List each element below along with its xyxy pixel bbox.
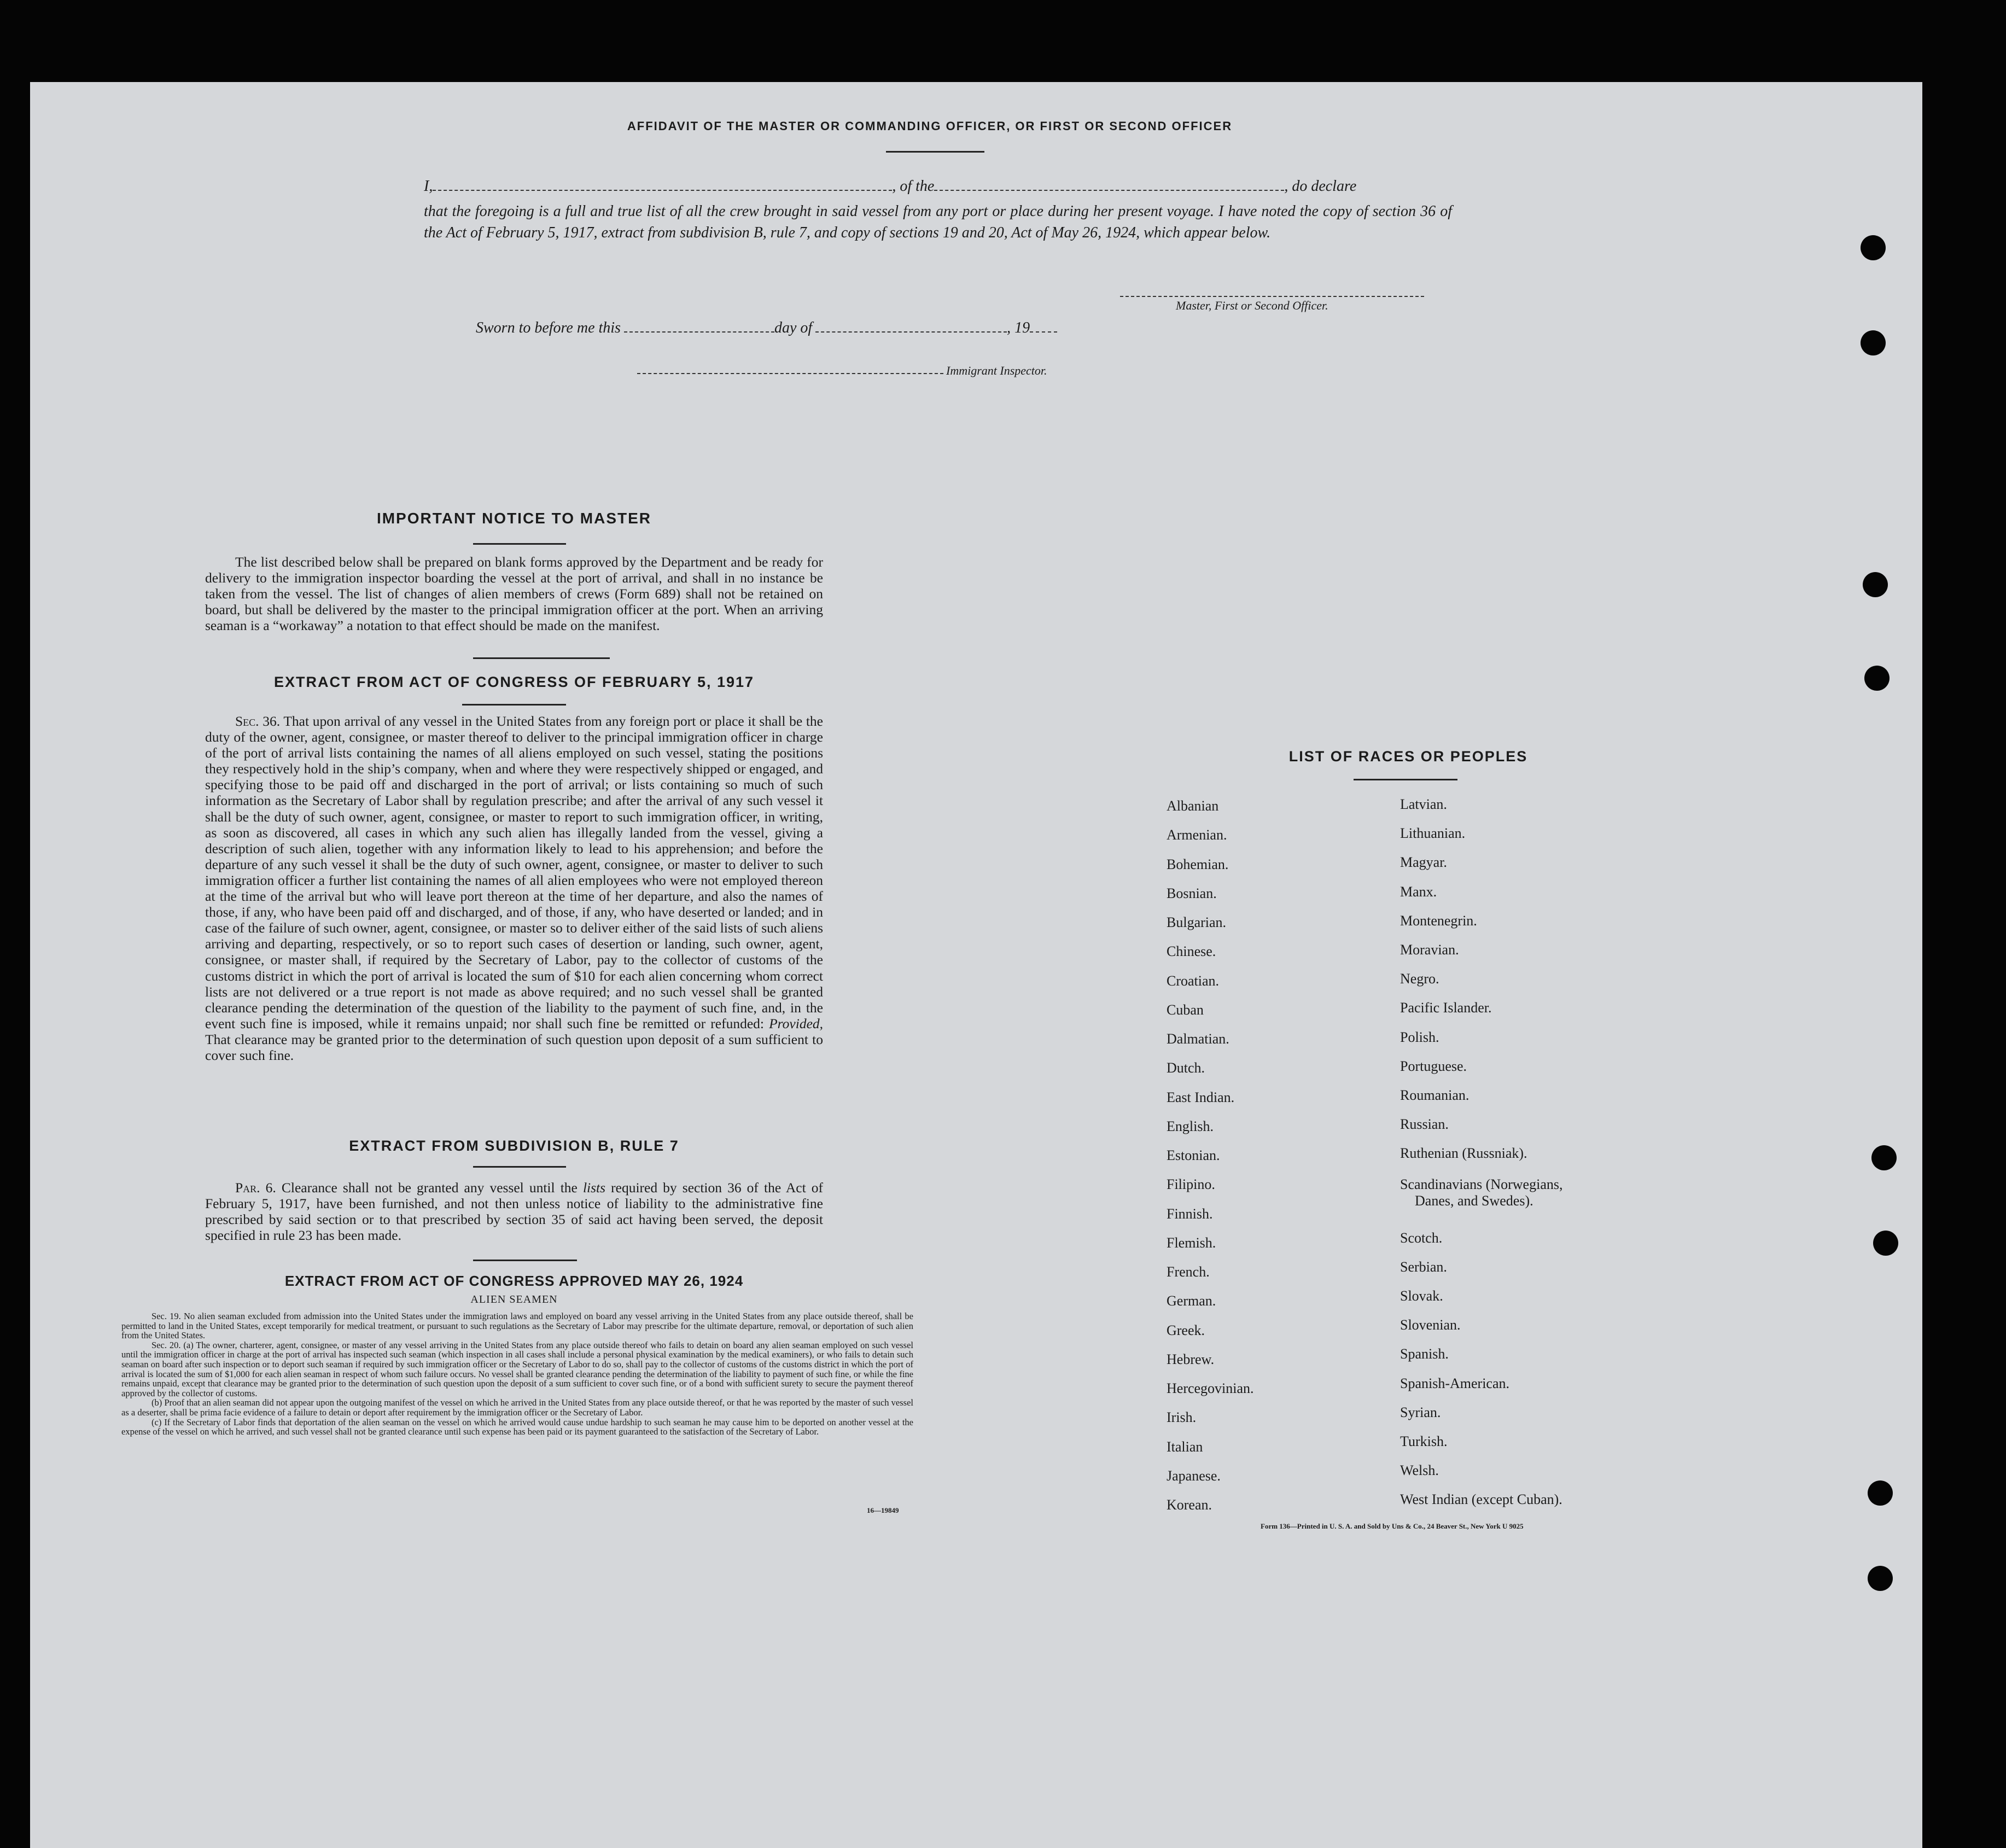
race-item: Roumanian. [1400,1087,1469,1103]
race-item: Bohemian. [1167,856,1229,872]
race-item: East Indian. [1167,1089,1235,1105]
divider [473,1166,566,1168]
sec-20b-paragraph: (b) Proof that an alien seaman did not appear upon the outgoing manifest of the vessel on which he arrived in the United States from any place outside thereof, or that he was reported by the master of such vessel as a deserter, shall be prima facie evidence of a failure to detain or deport after requirement by the immigration officer or the Secretary of Labor. [121,1397,913,1418]
race-item: Cuban [1167,1001,1204,1018]
sec-36-label: Sec. 36. [235,713,281,729]
race-item: Flemish. [1167,1234,1216,1251]
binder-hole [1863,572,1888,597]
sec-36-text: That upon arrival of any vessel in the United States from any foreign port or place it shall be the duty of the owner, agent, consignee, or master thereof to deliver to the principal immigration officer in charge of the port of arrival lists containing the names of all aliens employed on such vessel, stating the positions they respectively hold in the ship’s company, when and where they were respectively shipped or engaged, and specifying those to be paid off and discharged in the port of arrival; or lists containing so much of such information as the Secretary of Labor shall by regulation prescribe; and after the arrival of any such vessel it shall be the duty of such owner, agent, consignee, or master to report to such immigration officer, in writing, as soon as discovered, all cases in which any such alien has illegally landed from the vessel, giving a description of such alien, together with any information likely to lead to his apprehension; and before the departure of any such vessel it shall be the duty of such owner, agent, consignee, or master to deliver to such immigration officer a further list containing the names of all alien employees who were not employed thereon at the time of the arrival but who will leave port thereon at the time of her departure, and also the names of those, if any, who have been paid off and discharged, and of those, if any, who have deserted or landed; and in case of the failure of such owner, agent, consignee, or master so to deliver either of the said lists of such aliens arriving and departing, respectively, or so to report such cases of desertion or landing, such owner, agent, consignee, or master shall, if required by the Secretary of Labor, pay to the collector of customs of the customs district in which the port of arrival is located the sum of $10 for each alien concerning whom correct lists are not delivered or a true report is not made as above required; and no such vessel shall be granted clearance pending the determination of the question of the liability to the payment of such fine, and, in the event such fine is imposed, while it remains unpaid; nor shall such fine be remitted or refunded: [205,713,823,1031]
race-item: Danes, and Swedes). [1415,1193,1533,1209]
race-item: Portuguese. [1400,1058,1467,1074]
race-item: Filipino. [1167,1176,1215,1193]
binder-hole [1864,666,1890,691]
par-6-label: Par. 6. [235,1180,276,1196]
sec-20c-paragraph: (c) If the Secretary of Labor finds that deportation of the alien seaman on the vessel on which he arrived would cause undue hardship to such seaman he may cause him to be deported on another vessel at the expense of the vessel on which he arrived, and such vessel shall not be granted clearance until such expense has been paid or its payment guaranteed to the satisfaction of the Secretary of Labor. [121,1416,913,1437]
race-item: Chinese. [1167,943,1216,960]
races-title: LIST OF RACES OR PEOPLES [1288,748,1528,765]
sec-20a-paragraph: Sec. 20. (a) The owner, charterer, agent, consignee, or master of any vessel arriving in the United States from any place outside thereof who fails to detain on board any alien seaman employed on such vessel until the immigration officer in charge at the port of arrival has inspected such seaman (which inspection in all cases shall include a personal physical examination by the medical examiners), or who fails to detain such seaman on board after such inspection or to deport such seaman if required by such immigration officer or the Secretary of Labor to do so, shall pay to the collector of customs of the customs district in which the port of arrival is located the sum of $1,000 for each alien seaman in respect of whom such failure occurs. No vessel shall be granted clearance pending the determination of the liability to payment of such fine, or while the fine remains unpaid, except that clearance may be granted prior to the determination of such question upon the deposit of a sum sufficient to cover such fine, or of a bond with sufficient surety to secure the payment thereof approved by the collector of customs. [121,1339,913,1398]
race-item: Welsh. [1400,1462,1439,1478]
inspector-line[interactable] [637,373,943,374]
divider [1354,779,1457,780]
race-item: Finnish. [1167,1205,1213,1222]
race-item: Polish. [1400,1029,1439,1045]
race-item: West Indian (except Cuban). [1400,1491,1562,1507]
form-footnote: 16—19849 [867,1506,899,1514]
extract-1924-title: EXTRACT FROM ACT OF CONGRESS APPROVED MAY 26, 1924 [284,1273,744,1289]
race-item: Dalmatian. [1167,1031,1229,1047]
race-item: Hercegovinian. [1167,1380,1254,1396]
day-of-label: day of [774,319,813,336]
vessel-blank[interactable] [934,179,1284,191]
extract-1917-body [205,713,823,1063]
race-item: Syrian. [1400,1404,1441,1420]
signature-line[interactable] [1120,296,1424,297]
race-item: Moravian. [1400,942,1459,958]
race-item: Irish. [1167,1409,1197,1426]
divider [473,543,566,545]
race-item: Italian [1167,1438,1203,1455]
affidavit-title: AFFIDAVIT OF THE MASTER OR COMMANDING OFFICER, OR FIRST OR SECOND OFFICER [627,119,1233,133]
sworn-month-blank[interactable] [815,320,1007,333]
race-item: Ruthenian (Russniak). [1400,1145,1527,1162]
sworn-day-blank[interactable] [624,320,774,333]
sworn-year-blank[interactable] [1030,320,1057,333]
binder-hole [1871,1145,1897,1170]
divider [473,657,610,659]
race-item: Slovak. [1400,1288,1443,1304]
binder-hole [1868,1566,1893,1591]
par-6-text-cont: required by section 36 of the Act of February 5, 1917, have been furnished, and not then unless notice of liability to the administrative fine prescribed by said section or to that prescribed by section 35 of said act having been served, the deposit specified in rule 23 has been made. [205,1180,824,1244]
notice-title: IMPORTANT NOTICE TO MASTER [376,510,652,527]
sec-19-paragraph: Sec. 19. No alien seaman excluded from admission into the United States under the immigration laws and employed on board any vessel arriving in the United States from any place outside thereof, shall be permitted to land in the United States, except temporarily for medical treatment, or pursuant to such regulations as the Secretary of Labor may prescribe for the ultimate departure, removal, or deportation of such alien from the United States. [121,1311,913,1341]
race-item: Estonian. [1167,1147,1220,1163]
race-item: Turkish. [1400,1433,1448,1449]
race-item: Albanian [1167,798,1219,814]
affidavit-i-label: I, [424,178,433,195]
notice-body [205,554,823,633]
race-item: Latvian. [1400,796,1447,812]
binder-hole [1873,1231,1898,1256]
race-item: Korean. [1167,1497,1212,1513]
extract-1924-subtitle: ALIEN SEAMEN [470,1293,558,1305]
provided-label: Provided, [769,1015,824,1031]
race-item: Greek. [1167,1322,1205,1338]
race-item: German. [1167,1293,1216,1309]
race-item: English. [1167,1118,1214,1134]
race-item: Serbian. [1400,1259,1447,1275]
extract-rule7-body [205,1180,823,1243]
extract-1917-title: EXTRACT FROM ACT OF CONGRESS OF FEBRUARY 5, 1917 [273,674,755,690]
lists-term: lists [582,1180,606,1196]
race-item: Bosnian. [1167,885,1217,901]
sworn-line [476,319,1057,337]
race-item: Magyar. [1400,854,1447,871]
race-item: Spanish-American. [1400,1375,1510,1391]
binder-hole [1861,330,1886,355]
race-item: Slovenian. [1400,1317,1461,1333]
race-item: Spanish. [1400,1346,1449,1362]
race-item: Manx. [1400,883,1437,900]
race-item: Croatian. [1167,972,1220,989]
divider [462,704,566,706]
signature-caption: Master, First or Second Officer. [1176,299,1328,312]
race-item: Scandinavians (Norwegians, [1400,1176,1563,1192]
race-item: Montenegrin. [1400,912,1477,929]
race-item: Japanese. [1167,1467,1221,1484]
race-item: Armenian. [1167,827,1227,843]
affidavit-declare-label: , do declare [1284,178,1357,195]
divider [473,1260,577,1261]
notice-text: The list described below shall be prepared on blank forms approved by the Department and be ready for delivery to the immigration inspector boarding the vessel at the port of arrival, and shall in no instance be taken from the vessel. The list of changes of alien members of crews (Form 689) shall not be retained on board, but shall be delivered by the master to the principal immigration officer at the port. When an arriving seaman is a “workaway” a notation to that effect should be made on the manifest. [205,554,823,634]
race-item: Dutch. [1167,1060,1205,1076]
extract-rule7-title: EXTRACT FROM SUBDIVISION B, RULE 7 [349,1138,679,1154]
extract-1924-body [121,1311,913,1437]
race-item: Hebrew. [1167,1351,1215,1367]
binder-hole [1861,235,1886,260]
par-6-text: Clearance shall not be granted any vessel until the [281,1180,578,1196]
race-item: Scotch. [1400,1230,1443,1246]
name-blank[interactable] [433,179,892,191]
race-item: Pacific Islander. [1400,1000,1492,1016]
affidavit-text: that the foregoing is a full and true list of all the crew brought in said vessel from any port or place during her present voyage. I have noted the copy of section 36 of the Act of February 5, 1917, extract from subdivision B, rule 7, and copy of sections 19 and 20, Act of May 26, 1924, which appear below. [424,203,1452,241]
race-item: Bulgarian. [1167,914,1227,930]
sworn-label: Sworn to before me this [476,319,621,336]
divider [886,151,984,153]
year-label: , 19 [1007,319,1030,336]
affidavit-of-the-label: , of the [892,178,935,195]
race-item: Russian. [1400,1116,1449,1133]
affidavit-declaration-line [424,178,1452,195]
race-item: French. [1167,1264,1210,1280]
race-item: Lithuanian. [1400,825,1466,842]
form-printer-note: Form 136—Printed in U. S. A. and Sold by Uns & Co., 24 Beaver St., New York U 9025 [1261,1522,1524,1530]
race-item: Negro. [1400,971,1439,987]
sec-36-proviso: That clearance may be granted prior to the determination of such question upon deposit of a sum sufficient to cover such fine. [205,1031,823,1063]
inspector-caption: Immigrant Inspector. [946,364,1047,377]
binder-hole [1868,1480,1893,1506]
